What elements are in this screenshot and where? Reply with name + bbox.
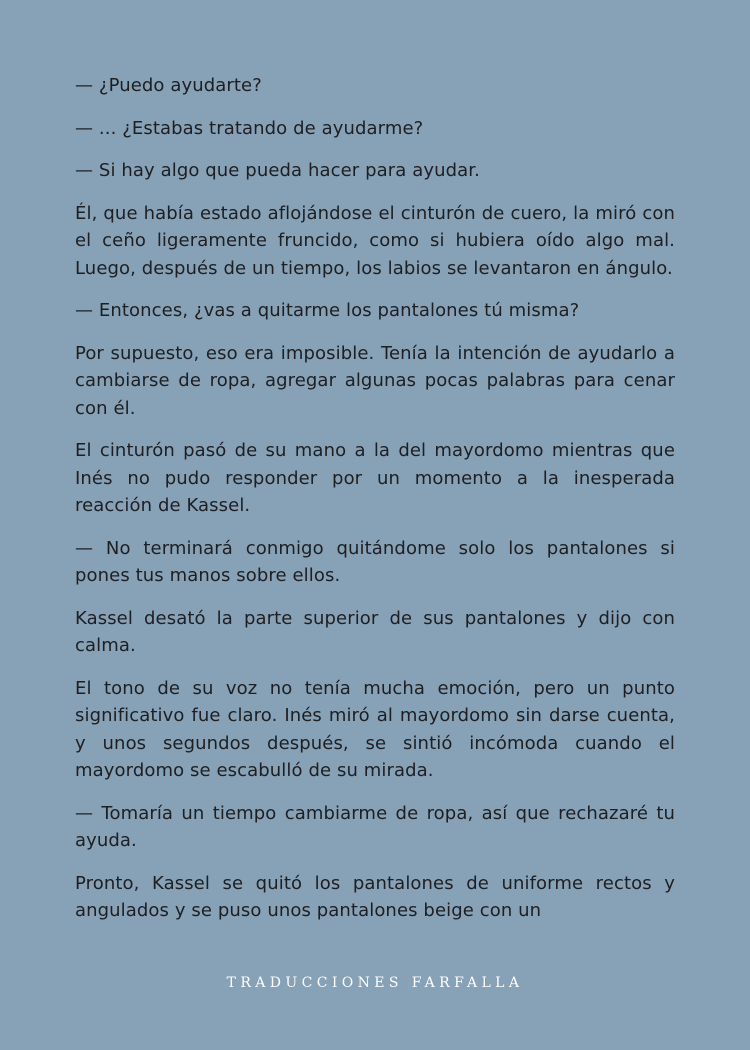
page-body [75, 72, 675, 972]
paragraph-4: Él, que había estado aflojándose el cinturón de cuero, la miró con el ceño ligeramente fruncido, como si hubiera oído algo mal. Luego, después de un tiempo, los labios se levantaron en ángulo. [75, 202, 675, 279]
footer-credit: TRADUCCIONES FARFALLA [226, 975, 524, 991]
paragraph-9: Kassel desató la parte superior de sus pantalones y dijo con calma. [75, 607, 675, 656]
paragraph-12: Pronto, Kassel se quitó los pantalones de uniforme rectos y angulados y se puso unos pantalones beige con un [75, 872, 675, 921]
paragraph-10: El tono de su voz no tenía mucha emoción, pero un punto significativo fue claro. Inés miró al mayordomo sin darse cuenta, y unos segundos después, se sintió incómoda cuando el mayordomo se escabulló de su mirada. [75, 677, 675, 781]
paragraph-1: — ¿Puedo ayudarte? [75, 75, 262, 96]
paragraph-2: — ... ¿Estabas tratando de ayudarme? [75, 117, 424, 139]
paragraph-6: Por supuesto, eso era imposible. Tenía la intención de ayudarlo a cambiarse de ropa, agregar algunas pocas palabras para cenar con él. [75, 342, 675, 419]
paragraph-11: — Tomaría un tiempo cambiarme de ropa, así que rechazaré tu ayuda. [75, 802, 675, 851]
paragraph-3: — Si hay algo que pueda hacer para ayudar. [75, 160, 480, 181]
paragraph-7: El cinturón pasó de su mano a la del mayordomo mientras que Inés no pudo responder por un momento a la inesperada reacción de Kassel. [75, 440, 675, 516]
paragraph-8: — No terminará conmigo quitándome solo los pantalones si pones tus manos sobre ellos. [75, 537, 675, 586]
paragraph-5: — Entonces, ¿vas a quitarme los pantalones tú misma? [75, 300, 580, 321]
